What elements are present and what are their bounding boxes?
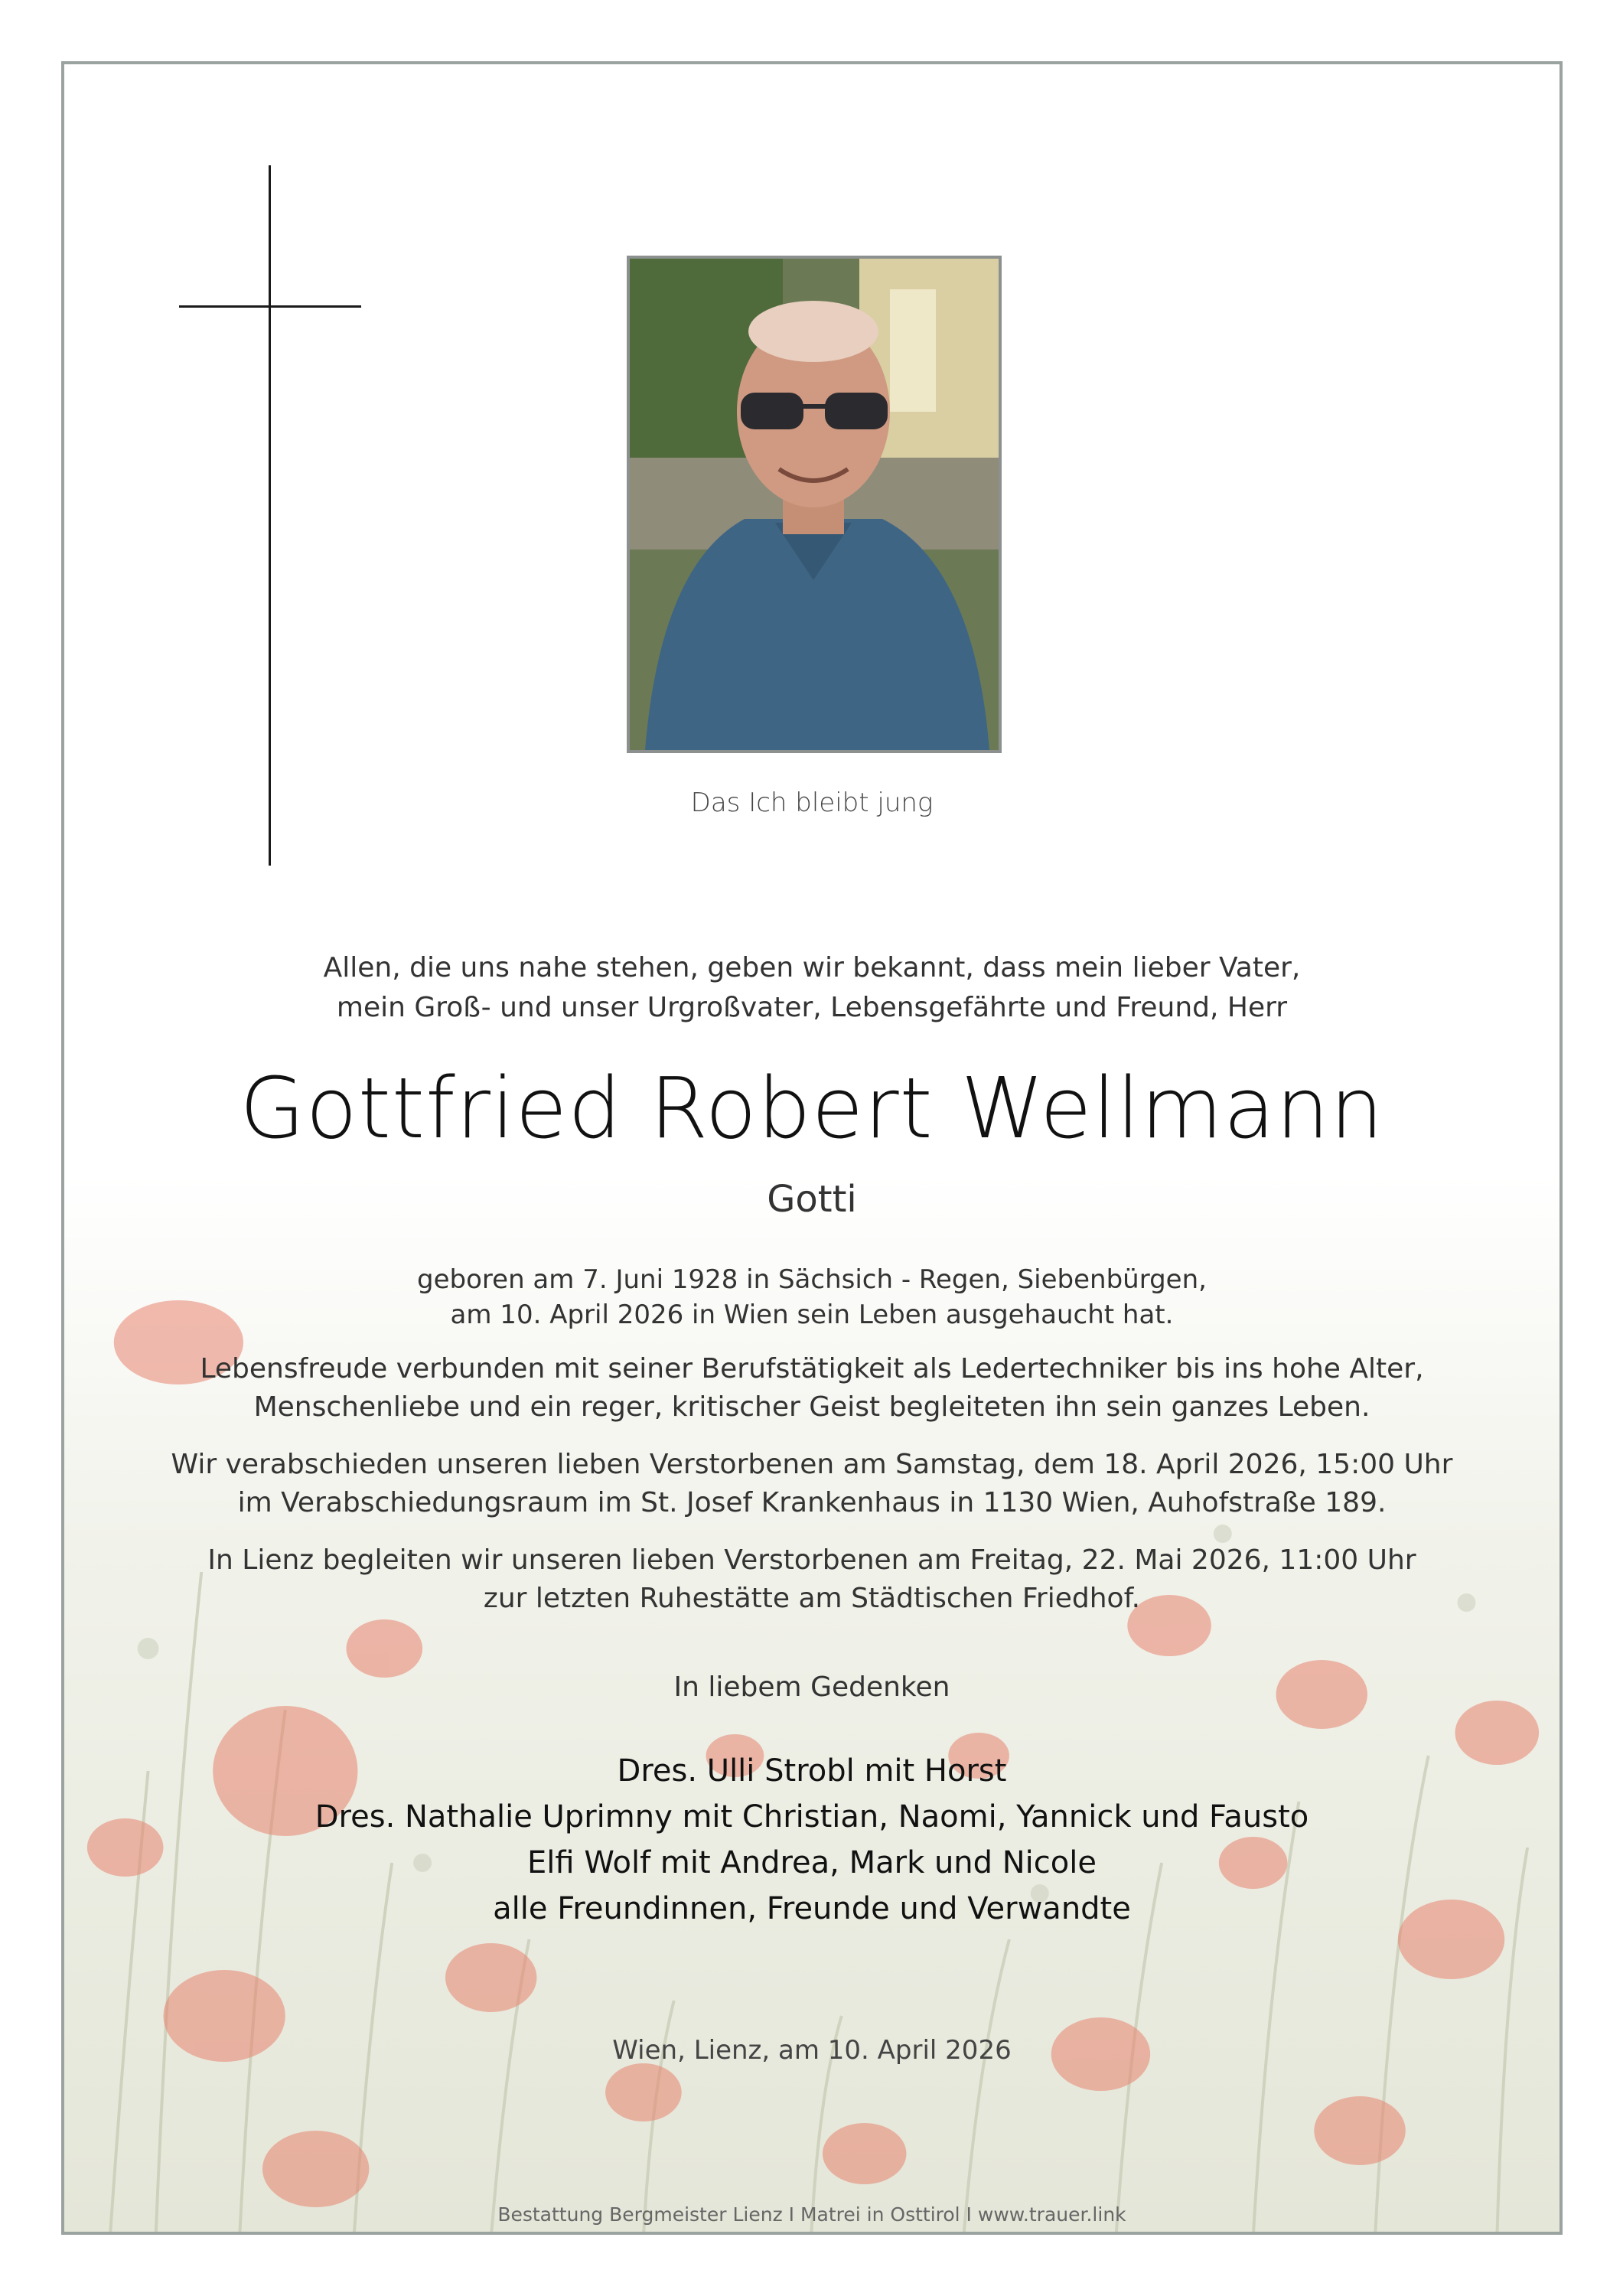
birth-death-text bbox=[64, 1262, 1559, 1332]
mourner-line: Elfi Wolf mit Andrea, Mark und Nicole bbox=[527, 1845, 1097, 1880]
remembrance-heading: In liebem Gedenken bbox=[673, 1671, 950, 1703]
deceased-nickname: Gotti bbox=[767, 1178, 857, 1221]
farewell-line: Wir verabschieden unseren lieben Verstorbenen am Samstag, dem 18. April 2026, 15:00 Uhr bbox=[171, 1449, 1453, 1480]
mourner-line: Dres. Nathalie Uprimny mit Christian, Naomi, Yannick und Fausto bbox=[314, 1799, 1309, 1835]
birth-death-line: geboren am 7. Juni 1928 in Sächsich - Regen, Siebenbürgen, bbox=[417, 1264, 1207, 1295]
deceased-name: Gottfried Robert Wellmann bbox=[240, 1059, 1384, 1157]
place-date: Wien, Lienz, am 10. April 2026 bbox=[612, 2035, 1012, 2066]
intro-line: Allen, die uns nahe stehen, geben wir bekannt, dass mein lieber Vater, bbox=[323, 952, 1301, 983]
intro-line: mein Groß- und unser Urgroßvater, Lebensgefährte und Freund, Herr bbox=[336, 992, 1288, 1023]
obituary-card bbox=[61, 61, 1563, 2235]
burial-line: zur letzten Ruhestätte am Städtischen Friedhof. bbox=[483, 1583, 1141, 1614]
burial-text bbox=[64, 1541, 1559, 1618]
cross-vertical-beam bbox=[269, 165, 271, 866]
portrait-photo bbox=[627, 256, 1002, 753]
motto: Das Ich bleibt jung bbox=[690, 788, 934, 818]
intro-text bbox=[64, 948, 1559, 1028]
birth-death-line: am 10. April 2026 in Wien sein Leben ausgehaucht hat. bbox=[450, 1300, 1174, 1330]
mourner-line: Dres. Ulli Strobl mit Horst bbox=[617, 1753, 1007, 1789]
farewell-line: im Verabschiedungsraum im St. Josef Krankenhaus in 1130 Wien, Auhofstraße 189. bbox=[237, 1487, 1387, 1518]
footer-funeral-home: Bestattung Bergmeister Lienz I Matrei in Osttirol I www.trauer.link bbox=[497, 2203, 1126, 2226]
life-line: Lebensfreude verbunden mit seiner Berufstätigkeit als Ledertechniker bis ins hohe Alter, bbox=[200, 1353, 1424, 1384]
mourners-list bbox=[64, 1748, 1559, 1932]
mourner-line: alle Freundinnen, Freunde und Verwandte bbox=[493, 1891, 1131, 1926]
burial-line: In Lienz begleiten wir unseren lieben Verstorbenen am Freitag, 22. Mai 2026, 11:00 Uhr bbox=[207, 1544, 1416, 1576]
life-line: Menschenliebe und ein reger, kritischer Geist begleiteten ihn sein ganzes Leben. bbox=[253, 1391, 1370, 1423]
farewell-text bbox=[64, 1446, 1559, 1522]
cross-horizontal-beam bbox=[179, 305, 361, 308]
poppy-meadow-background bbox=[64, 1174, 1559, 2235]
life-text bbox=[64, 1350, 1559, 1427]
